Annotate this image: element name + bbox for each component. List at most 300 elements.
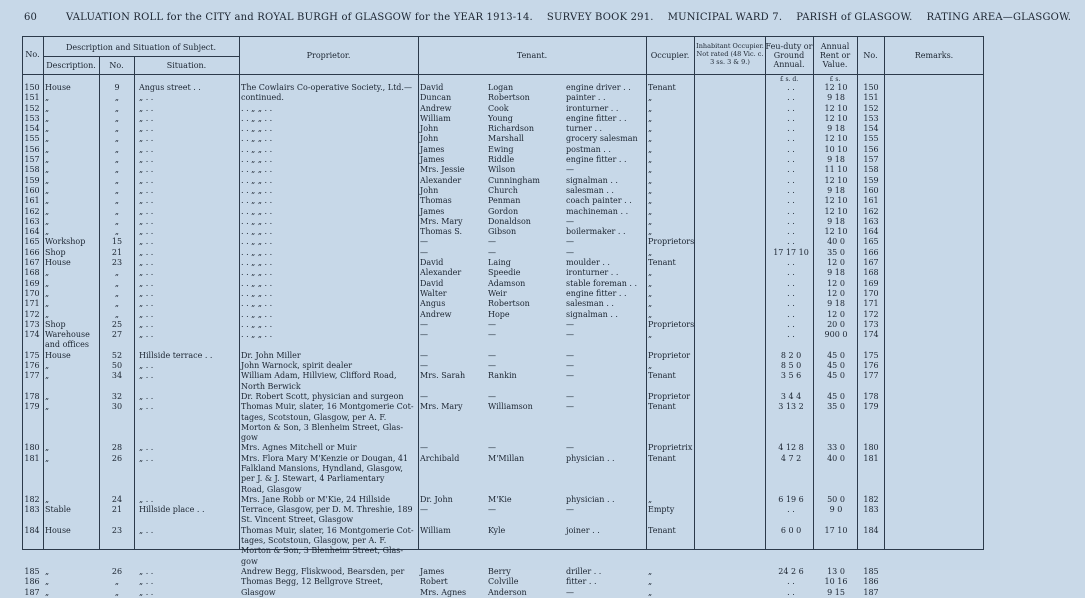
tenant-surname: Robertson: [488, 93, 530, 103]
annual-rent: 9 18: [827, 93, 845, 103]
situation: „ . .: [139, 247, 154, 257]
table-row: [22, 577, 984, 587]
col-feu-duty: Feu-duty or Ground Annual.: [765, 42, 813, 69]
roll-entries: [22, 83, 984, 598]
occupier: „: [648, 577, 653, 587]
feu-duty: . .: [787, 165, 795, 175]
description: „: [45, 361, 50, 371]
tenant-occupation: joiner . .: [566, 525, 600, 535]
tenant-first-name: Mrs. Agnes: [420, 587, 467, 597]
situation: Hillside place . .: [139, 505, 205, 515]
table-row: [22, 495, 984, 505]
tenant-occupation: —: [566, 216, 574, 226]
entry-number: 162: [24, 206, 40, 216]
proprietor: Thomas Muir, slater, 16 Montgomerie Cot-: [241, 402, 414, 412]
occupier: „: [648, 587, 653, 597]
proprietor: . . „ „ . .: [241, 319, 273, 329]
situation: „ . .: [139, 330, 154, 340]
municipal-ward: MUNICIPAL WARD 7.: [667, 12, 783, 23]
description: House: [45, 525, 71, 535]
occupier: Proprietor: [648, 350, 691, 360]
street-number: „: [114, 278, 120, 288]
tenant-occupation: —: [566, 237, 574, 247]
street-number: 27: [111, 330, 123, 340]
occupier: „: [648, 247, 653, 257]
entry-number: 176: [24, 361, 40, 371]
feu-duty: . .: [787, 113, 795, 123]
entry-number-right: 156: [863, 144, 879, 154]
situation: „ . .: [139, 165, 154, 175]
situation: „ . .: [139, 258, 154, 268]
table-row: [22, 361, 984, 371]
rating-area: RATING AREA—GLASGOW.: [926, 12, 1072, 23]
col-rent-units: £ s.: [829, 76, 841, 83]
annual-rent: 12 10: [824, 134, 848, 144]
table-row: [22, 93, 984, 103]
table-row: [22, 83, 984, 93]
tenant-surname: Cook: [488, 103, 509, 113]
tenant-first-name: —: [420, 361, 428, 371]
occupier: Tenant: [648, 525, 676, 535]
occupier: Tenant: [648, 453, 676, 463]
feu-duty: . .: [787, 144, 795, 154]
description: „: [45, 134, 50, 144]
tenant-first-name: David: [420, 83, 444, 92]
col-occupier: Occupier.: [650, 51, 690, 60]
tenant-occupation: engine driver . .: [566, 83, 631, 92]
table-row: [22, 268, 984, 278]
col-tenant: Tenant.: [516, 51, 548, 60]
annual-rent: 12 10: [824, 103, 848, 113]
occupier: „: [648, 134, 653, 144]
annual-rent: 12 10: [824, 113, 848, 123]
street-number: „: [114, 309, 120, 319]
proprietor: . . „ „ . .: [241, 206, 273, 216]
situation: „ . .: [139, 577, 154, 587]
proprietor: Thomas Muir, slater, 16 Montgomerie Cot-: [241, 525, 414, 535]
feu-duty: . .: [787, 216, 795, 226]
description: „: [45, 566, 50, 576]
situation: „ . .: [139, 525, 154, 535]
proprietor: . . „ „ . .: [241, 113, 273, 123]
entry-number: 172: [24, 309, 40, 319]
entry-number: 159: [24, 175, 40, 185]
description: „: [45, 206, 50, 216]
annual-rent: 9 0: [829, 505, 843, 515]
occupier: „: [648, 93, 653, 103]
tenant-occupation: salesman . .: [566, 299, 614, 309]
table-row: [22, 237, 984, 247]
description: „: [45, 309, 50, 319]
situation: „ . .: [139, 175, 154, 185]
street-number: „: [114, 227, 120, 237]
table-row: [22, 340, 984, 350]
table-row: [22, 567, 984, 577]
occupier: Proprietors: [648, 237, 695, 247]
proprietor: gow: [241, 556, 258, 566]
tenant-first-name: —: [420, 237, 428, 247]
table-row: [22, 320, 984, 330]
tenant-first-name: David: [420, 278, 444, 288]
tenant-surname: —: [488, 505, 496, 515]
feu-duty: . .: [787, 155, 795, 165]
table-row: [22, 423, 984, 433]
tenant-first-name: William: [420, 525, 451, 535]
situation: „ . .: [139, 371, 154, 381]
description: Stable: [45, 505, 71, 515]
entry-number-right: 158: [863, 165, 879, 175]
entry-number-right: 172: [863, 309, 879, 319]
tenant-occupation: machineman . .: [566, 206, 629, 216]
feu-duty: . .: [787, 258, 795, 268]
tenant-surname: Rankin: [488, 371, 517, 381]
col-situation: Situation.: [166, 61, 207, 70]
occupier: „: [648, 185, 653, 195]
occupier: „: [648, 124, 653, 134]
tenant-surname: Robertson: [488, 299, 530, 309]
street-number: „: [114, 268, 120, 278]
street-number: 24: [111, 494, 123, 504]
tenant-occupation: painter . .: [566, 93, 606, 103]
entry-number: 185: [24, 566, 40, 576]
tenant-occupation: engine fitter . .: [566, 155, 627, 165]
proprietor: continued.: [241, 93, 284, 103]
annual-rent: 33 0: [827, 443, 845, 453]
situation: „ . .: [139, 268, 154, 278]
entry-number: 174: [24, 330, 40, 340]
tenant-occupation: —: [566, 247, 574, 257]
occupier: Proprietor: [648, 391, 691, 401]
occupier: Tenant: [648, 258, 676, 268]
annual-rent: 12 10: [824, 175, 848, 185]
tenant-first-name: Archibald: [420, 453, 460, 463]
roll-title: VALUATION ROLL for the CITY and ROYAL BURGH of GLASGOW for the YEAR 1913-14.: [66, 12, 533, 23]
situation: „ . .: [139, 443, 154, 453]
feu-duty: 24 2 6: [778, 566, 804, 576]
entry-number: 155: [24, 134, 40, 144]
entry-number-right: 185: [863, 566, 879, 576]
tenant-occupation: —: [566, 371, 574, 381]
situation: „ . .: [139, 144, 154, 154]
tenant-first-name: —: [420, 350, 428, 360]
description: „: [45, 299, 50, 309]
tenant-occupation: ironturner . .: [566, 268, 619, 278]
situation: „ . .: [139, 103, 154, 113]
entry-number: 179: [24, 402, 40, 412]
feu-duty: . .: [787, 175, 795, 185]
tenant-occupation: coach painter . .: [566, 196, 632, 206]
street-number: 21: [111, 505, 123, 515]
table-row: [22, 505, 984, 515]
situation: „ . .: [139, 587, 154, 597]
proprietor: Mrs. Jane Robb or M'Kie, 24 Hillside: [241, 494, 391, 504]
tenant-first-name: Thomas: [420, 196, 452, 206]
feu-duty: 6 0 0: [780, 525, 802, 535]
table-row: [22, 413, 984, 423]
table-row: [22, 402, 984, 412]
entry-number: 164: [24, 227, 40, 237]
description: Workshop: [45, 237, 86, 247]
annual-rent: 45 0: [827, 391, 845, 401]
situation: „ . .: [139, 155, 154, 165]
table-row: [22, 279, 984, 289]
entry-number-right: 180: [863, 443, 879, 453]
entry-number-right: 150: [863, 83, 879, 92]
feu-duty: 8 2 0: [780, 350, 802, 360]
situation: „ . .: [139, 196, 154, 206]
tenant-surname: —: [488, 361, 496, 371]
proprietor: . . „ „ . .: [241, 155, 273, 165]
proprietor: . . „ „ . .: [241, 196, 273, 206]
tenant-surname: Riddle: [488, 155, 515, 165]
description: „: [45, 113, 50, 123]
table-row: [22, 134, 984, 144]
tenant-surname: Kyle: [488, 525, 506, 535]
street-number: 15: [111, 237, 123, 247]
proprietor: North Berwick: [241, 381, 301, 391]
annual-rent: 12 10: [824, 196, 848, 206]
annual-rent: 45 0: [827, 371, 845, 381]
table-row: [22, 248, 984, 258]
table-row: [22, 443, 984, 453]
proprietor: . . „ „ . .: [241, 268, 273, 278]
tenant-occupation: —: [566, 330, 574, 340]
annual-rent: 45 0: [827, 350, 845, 360]
situation: „ . .: [139, 453, 154, 463]
street-number: 23: [111, 525, 123, 535]
situation: „ . .: [139, 93, 154, 103]
feu-duty: . .: [787, 93, 795, 103]
entry-number: 187: [24, 587, 40, 597]
tenant-surname: Hope: [488, 309, 510, 319]
annual-rent: 35 0: [827, 402, 845, 412]
entry-number: 168: [24, 268, 40, 278]
occupier: „: [648, 165, 653, 175]
entry-number: 153: [24, 113, 40, 123]
situation: „ . .: [139, 124, 154, 134]
table-row: [22, 392, 984, 402]
tenant-first-name: Thomas S.: [420, 227, 463, 237]
description: „: [45, 124, 50, 134]
feu-duty: . .: [787, 309, 795, 319]
survey-book: SURVEY BOOK 291.: [546, 12, 654, 23]
table-row: [22, 124, 984, 134]
annual-rent: 11 10: [824, 165, 848, 175]
tenant-first-name: John: [420, 185, 439, 195]
entry-number-right: 178: [863, 391, 879, 401]
proprietor: Thomas Begg, 12 Bellgrove Street,: [241, 577, 384, 587]
tenant-first-name: Andrew: [420, 309, 452, 319]
description: House: [45, 83, 71, 92]
entry-number: 161: [24, 196, 40, 206]
tenant-first-name: Mrs. Mary: [420, 402, 463, 412]
tenant-occupation: stable foreman . .: [566, 278, 638, 288]
description: Shop: [45, 247, 66, 257]
table-row: [22, 165, 984, 175]
street-number: „: [114, 288, 120, 298]
entry-number-right: 184: [863, 525, 879, 535]
feu-duty: 6 19 6: [778, 494, 804, 504]
entry-number-right: 176: [863, 361, 879, 371]
tenant-occupation: engine fitter . .: [566, 288, 627, 298]
tenant-surname: Laing: [488, 258, 511, 268]
tenant-surname: —: [488, 237, 496, 247]
tenant-occupation: driller . .: [566, 566, 602, 576]
street-number: 21: [111, 247, 123, 257]
proprietor: . . „ „ . .: [241, 134, 273, 144]
occupier: „: [648, 206, 653, 216]
tenant-first-name: Dr. John: [420, 494, 453, 504]
table-row: [22, 114, 984, 124]
occupier: Empty: [648, 505, 675, 515]
description: „: [45, 278, 50, 288]
entry-number: 157: [24, 155, 40, 165]
entry-number: 186: [24, 577, 40, 587]
table-row: [22, 433, 984, 443]
proprietor: . . „ „ . .: [241, 247, 273, 257]
tenant-first-name: Walter: [420, 288, 447, 298]
table-row: [22, 588, 984, 598]
feu-duty: 3 13 2: [778, 402, 804, 412]
tenant-occupation: signalman . .: [566, 309, 618, 319]
table-row: [22, 217, 984, 227]
feu-duty: . .: [787, 227, 795, 237]
occupier: Tenant: [648, 402, 676, 412]
situation: „ . .: [139, 185, 154, 195]
tenant-occupation: —: [566, 443, 574, 453]
tenant-first-name: James: [420, 206, 445, 216]
occupier: „: [648, 175, 653, 185]
entry-number: 173: [24, 319, 40, 329]
table-row: [22, 546, 984, 556]
proprietor: . . „ „ . .: [241, 103, 273, 113]
tenant-occupation: engine fitter . .: [566, 113, 627, 123]
tenant-surname: —: [488, 319, 496, 329]
tenant-first-name: David: [420, 258, 444, 268]
entry-number-right: 179: [863, 402, 879, 412]
street-number: 32: [111, 391, 123, 401]
feu-duty: . .: [787, 319, 795, 329]
occupier: „: [648, 155, 653, 165]
table-row: [22, 382, 984, 392]
street-number: 26: [111, 566, 123, 576]
table-row: [22, 485, 984, 495]
tenant-first-name: Andrew: [420, 103, 452, 113]
table-row: [22, 186, 984, 196]
tenant-first-name: John: [420, 124, 439, 134]
annual-rent: 45 0: [827, 361, 845, 371]
col-annual-rent: Annual Rent or Value.: [819, 42, 851, 69]
street-number: 34: [111, 371, 123, 381]
col-inhabitant: Inhabitant Occupier. Not rated (48 Vic. c. 3 ss. 3 & 9.): [696, 42, 764, 66]
col-proprietor: Proprietor.: [306, 51, 351, 60]
tenant-surname: —: [488, 247, 496, 257]
entry-number-right: 161: [863, 196, 879, 206]
feu-duty: 3 4 4: [780, 391, 802, 401]
annual-rent: 12 0: [827, 278, 845, 288]
tenant-first-name: Mrs. Mary: [420, 216, 463, 226]
tenant-occupation: —: [566, 165, 574, 175]
entry-number: 170: [24, 288, 40, 298]
tenant-surname: Anderson: [488, 587, 527, 597]
annual-rent: 12 0: [827, 288, 845, 298]
proprietor: . . „ „ . .: [241, 309, 273, 319]
tenant-surname: —: [488, 330, 496, 340]
tenant-occupation: —: [566, 391, 574, 401]
annual-rent: 40 0: [827, 453, 845, 463]
feu-duty: . .: [787, 237, 795, 247]
description: House: [45, 350, 71, 360]
entry-number: 169: [24, 278, 40, 288]
street-number: „: [114, 93, 120, 103]
proprietor: . . „ „ . .: [241, 288, 273, 298]
entry-number-right: 160: [863, 185, 879, 195]
table-row: [22, 258, 984, 268]
tenant-surname: Weir: [488, 288, 507, 298]
occupier: „: [648, 216, 653, 226]
situation: „ . .: [139, 494, 154, 504]
street-number: 52: [111, 350, 123, 360]
table-row: [22, 155, 984, 165]
tenant-surname: Wilson: [488, 165, 516, 175]
entry-number-right: 154: [863, 124, 879, 134]
table-row: [22, 371, 984, 381]
table-row: [22, 299, 984, 309]
table-row: [22, 474, 984, 484]
occupier: Proprietors: [648, 319, 695, 329]
tenant-surname: —: [488, 350, 496, 360]
description: „: [45, 443, 50, 453]
entry-number-right: 170: [863, 288, 879, 298]
street-number: 28: [111, 443, 123, 453]
entry-number: 175: [24, 350, 40, 360]
tenant-first-name: Angus: [420, 299, 446, 309]
col-desc-group: Description and Situation of Subject.: [65, 43, 217, 52]
proprietor: . . „ „ . .: [241, 237, 273, 247]
annual-rent: 12 0: [827, 309, 845, 319]
entry-number: 151: [24, 93, 40, 103]
situation: „ . .: [139, 237, 154, 247]
proprietor: . . „ „ . .: [241, 278, 273, 288]
col-no: No.: [25, 50, 40, 59]
feu-duty: . .: [787, 83, 795, 92]
proprietor: . . „ „ . .: [241, 299, 273, 309]
feu-duty: 8 5 0: [780, 361, 802, 371]
situation: „ . .: [139, 216, 154, 226]
tenant-surname: Logan: [488, 83, 514, 92]
annual-rent: 13 0: [827, 566, 845, 576]
annual-rent: 12 0: [827, 258, 845, 268]
description: „: [45, 155, 50, 165]
street-number: „: [114, 165, 120, 175]
street-number: „: [114, 175, 120, 185]
tenant-occupation: physician . .: [566, 494, 615, 504]
feu-duty: . .: [787, 268, 795, 278]
tenant-surname: Berry: [488, 566, 511, 576]
tenant-surname: M'Millan: [488, 453, 525, 463]
tenant-first-name: Robert: [420, 577, 448, 587]
occupier: „: [648, 227, 653, 237]
entry-number: 180: [24, 443, 40, 453]
occupier: „: [648, 144, 653, 154]
situation: Hillside terrace . .: [139, 350, 213, 360]
occupier: „: [648, 288, 653, 298]
proprietor: . . „ „ . .: [241, 216, 273, 226]
description: „: [45, 103, 50, 113]
tenant-surname: Adamson: [488, 278, 526, 288]
entry-number-right: 157: [863, 155, 879, 165]
street-number: „: [114, 134, 120, 144]
